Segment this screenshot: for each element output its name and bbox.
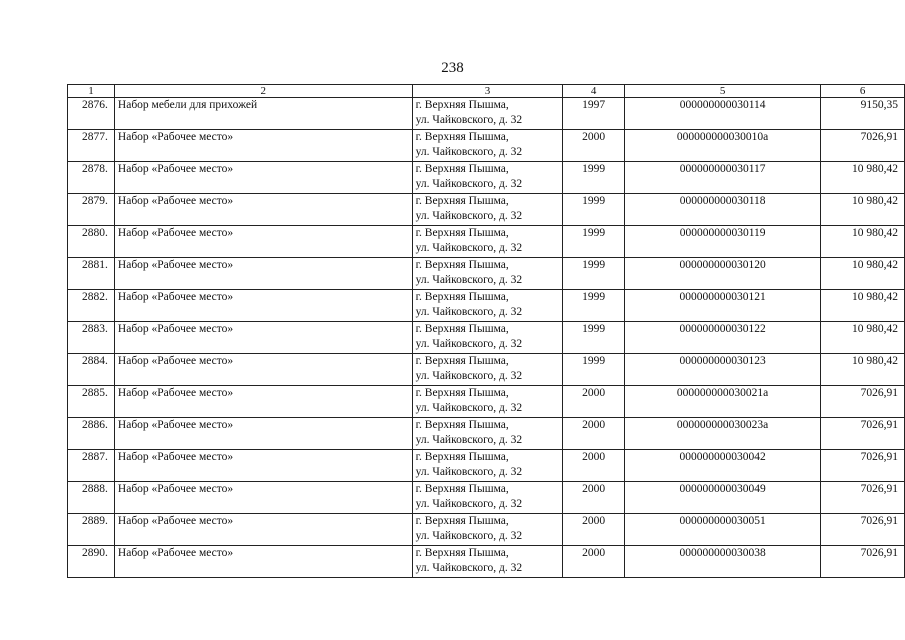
address-street: ул. Чайковского, д. 32	[415, 530, 523, 542]
inventory-code: 000000000030010а	[625, 130, 821, 162]
table-row	[68, 322, 905, 354]
address-street: ул. Чайковского, д. 32	[415, 338, 523, 350]
item-name: Набор «Рабочее место»	[114, 482, 412, 514]
item-year: 2000	[563, 450, 625, 482]
header-cell-2: 2	[114, 85, 412, 98]
address-city: г. Верхняя Пышма,	[415, 355, 509, 367]
address-city: г. Верхняя Пышма,	[415, 323, 509, 335]
table-row	[68, 482, 905, 514]
address-street: ул. Чайковского, д. 32	[415, 274, 523, 286]
address-city: г. Верхняя Пышма,	[415, 387, 509, 399]
item-name: Набор «Рабочее место»	[114, 194, 412, 226]
item-value: 7026,91	[821, 386, 905, 418]
item-year: 1999	[563, 258, 625, 290]
item-value: 10 980,42	[821, 226, 905, 258]
row-number: 2876.	[68, 98, 115, 130]
item-value: 7026,91	[821, 482, 905, 514]
inventory-code: 000000000030021а	[625, 386, 821, 418]
address-street: ул. Чайковского, д. 32	[415, 562, 523, 574]
item-name: Набор «Рабочее место»	[114, 386, 412, 418]
item-address	[412, 322, 563, 354]
item-address	[412, 130, 563, 162]
row-number: 2880.	[68, 226, 115, 258]
item-year: 1999	[563, 194, 625, 226]
inventory-code: 000000000030114	[625, 98, 821, 130]
item-address	[412, 482, 563, 514]
address-street: ул. Чайковского, д. 32	[415, 210, 523, 222]
item-value: 7026,91	[821, 418, 905, 450]
table-row	[68, 546, 905, 578]
table-row	[68, 450, 905, 482]
address-city: г. Верхняя Пышма,	[415, 451, 509, 463]
address-city: г. Верхняя Пышма,	[415, 291, 509, 303]
table-row	[68, 130, 905, 162]
row-number: 2885.	[68, 386, 115, 418]
table-row	[68, 386, 905, 418]
row-number: 2878.	[68, 162, 115, 194]
item-address	[412, 162, 563, 194]
address-city: г. Верхняя Пышма,	[415, 259, 509, 271]
address-city: г. Верхняя Пышма,	[415, 195, 509, 207]
item-value: 10 980,42	[821, 162, 905, 194]
inventory-code: 000000000030121	[625, 290, 821, 322]
item-address	[412, 354, 563, 386]
page-number: 238	[441, 60, 464, 76]
table-row	[68, 418, 905, 450]
item-year: 2000	[563, 418, 625, 450]
inventory-code: 000000000030123	[625, 354, 821, 386]
row-number: 2877.	[68, 130, 115, 162]
address-street: ул. Чайковского, д. 32	[415, 306, 523, 318]
item-year: 1999	[563, 322, 625, 354]
item-address	[412, 194, 563, 226]
address-city: г. Верхняя Пышма,	[415, 131, 509, 143]
inventory-code: 000000000030117	[625, 162, 821, 194]
item-address	[412, 290, 563, 322]
address-street: ул. Чайковского, д. 32	[415, 146, 523, 158]
address-city: г. Верхняя Пышма,	[415, 227, 509, 239]
inventory-code: 000000000030119	[625, 226, 821, 258]
item-name: Набор «Рабочее место»	[114, 450, 412, 482]
item-name: Набор «Рабочее место»	[114, 130, 412, 162]
item-value: 10 980,42	[821, 354, 905, 386]
table-row	[68, 194, 905, 226]
header-cell-5: 5	[625, 85, 821, 98]
item-name: Набор «Рабочее место»	[114, 162, 412, 194]
header-cell-4: 4	[563, 85, 625, 98]
item-value: 7026,91	[821, 130, 905, 162]
table-row	[68, 258, 905, 290]
address-city: г. Верхняя Пышма,	[415, 99, 509, 111]
inventory-code: 000000000030042	[625, 450, 821, 482]
item-name: Набор «Рабочее место»	[114, 514, 412, 546]
address-street: ул. Чайковского, д. 32	[415, 242, 523, 254]
item-year: 1999	[563, 162, 625, 194]
item-value: 7026,91	[821, 546, 905, 578]
address-street: ул. Чайковского, д. 32	[415, 434, 523, 446]
address-city: г. Верхняя Пышма,	[415, 515, 509, 527]
inventory-code: 000000000030120	[625, 258, 821, 290]
item-year: 1999	[563, 354, 625, 386]
address-street: ул. Чайковского, д. 32	[415, 114, 523, 126]
item-address	[412, 386, 563, 418]
item-name: Набор «Рабочее место»	[114, 354, 412, 386]
item-year: 2000	[563, 386, 625, 418]
address-street: ул. Чайковского, д. 32	[415, 402, 523, 414]
item-value: 7026,91	[821, 450, 905, 482]
item-name: Набор «Рабочее место»	[114, 546, 412, 578]
table-row	[68, 162, 905, 194]
header-row	[68, 85, 905, 98]
inventory-code: 000000000030049	[625, 482, 821, 514]
item-address	[412, 450, 563, 482]
address-city: г. Верхняя Пышма,	[415, 547, 509, 559]
table-row	[68, 514, 905, 546]
item-year: 2000	[563, 546, 625, 578]
address-street: ул. Чайковского, д. 32	[415, 370, 523, 382]
address-city: г. Верхняя Пышма,	[415, 419, 509, 431]
inventory-code: 000000000030051	[625, 514, 821, 546]
row-number: 2884.	[68, 354, 115, 386]
inventory-code: 000000000030023а	[625, 418, 821, 450]
header-cell-3: 3	[412, 85, 563, 98]
item-value: 10 980,42	[821, 322, 905, 354]
item-year: 1997	[563, 98, 625, 130]
row-number: 2888.	[68, 482, 115, 514]
item-name: Набор «Рабочее место»	[114, 418, 412, 450]
address-street: ул. Чайковского, д. 32	[415, 466, 523, 478]
header-cell-6: 6	[821, 85, 905, 98]
item-year: 1999	[563, 226, 625, 258]
row-number: 2886.	[68, 418, 115, 450]
row-number: 2889.	[68, 514, 115, 546]
table-row	[68, 226, 905, 258]
item-value: 10 980,42	[821, 194, 905, 226]
row-number: 2887.	[68, 450, 115, 482]
inventory-table	[67, 84, 905, 578]
item-value: 7026,91	[821, 514, 905, 546]
table-row	[68, 98, 905, 130]
inventory-code: 000000000030118	[625, 194, 821, 226]
address-city: г. Верхняя Пышма,	[415, 163, 509, 175]
row-number: 2881.	[68, 258, 115, 290]
item-name: Набор «Рабочее место»	[114, 226, 412, 258]
address-street: ул. Чайковского, д. 32	[415, 498, 523, 510]
inventory-code: 000000000030122	[625, 322, 821, 354]
item-value: 9150,35	[821, 98, 905, 130]
row-number: 2882.	[68, 290, 115, 322]
table-row	[68, 354, 905, 386]
item-value: 10 980,42	[821, 258, 905, 290]
header-cell-1: 1	[68, 85, 115, 98]
row-number: 2890.	[68, 546, 115, 578]
item-year: 2000	[563, 514, 625, 546]
table-row	[68, 290, 905, 322]
item-name: Набор мебели для прихожей	[114, 98, 412, 130]
item-year: 1999	[563, 290, 625, 322]
item-address	[412, 514, 563, 546]
item-name: Набор «Рабочее место»	[114, 258, 412, 290]
row-number: 2883.	[68, 322, 115, 354]
item-address	[412, 98, 563, 130]
item-year: 2000	[563, 482, 625, 514]
inventory-code: 000000000030038	[625, 546, 821, 578]
item-name: Набор «Рабочее место»	[114, 290, 412, 322]
item-address	[412, 546, 563, 578]
row-number: 2879.	[68, 194, 115, 226]
item-address	[412, 226, 563, 258]
item-address	[412, 418, 563, 450]
item-address	[412, 258, 563, 290]
item-year: 2000	[563, 130, 625, 162]
address-street: ул. Чайковского, д. 32	[415, 178, 523, 190]
item-value: 10 980,42	[821, 290, 905, 322]
address-city: г. Верхняя Пышма,	[415, 483, 509, 495]
item-name: Набор «Рабочее место»	[114, 322, 412, 354]
